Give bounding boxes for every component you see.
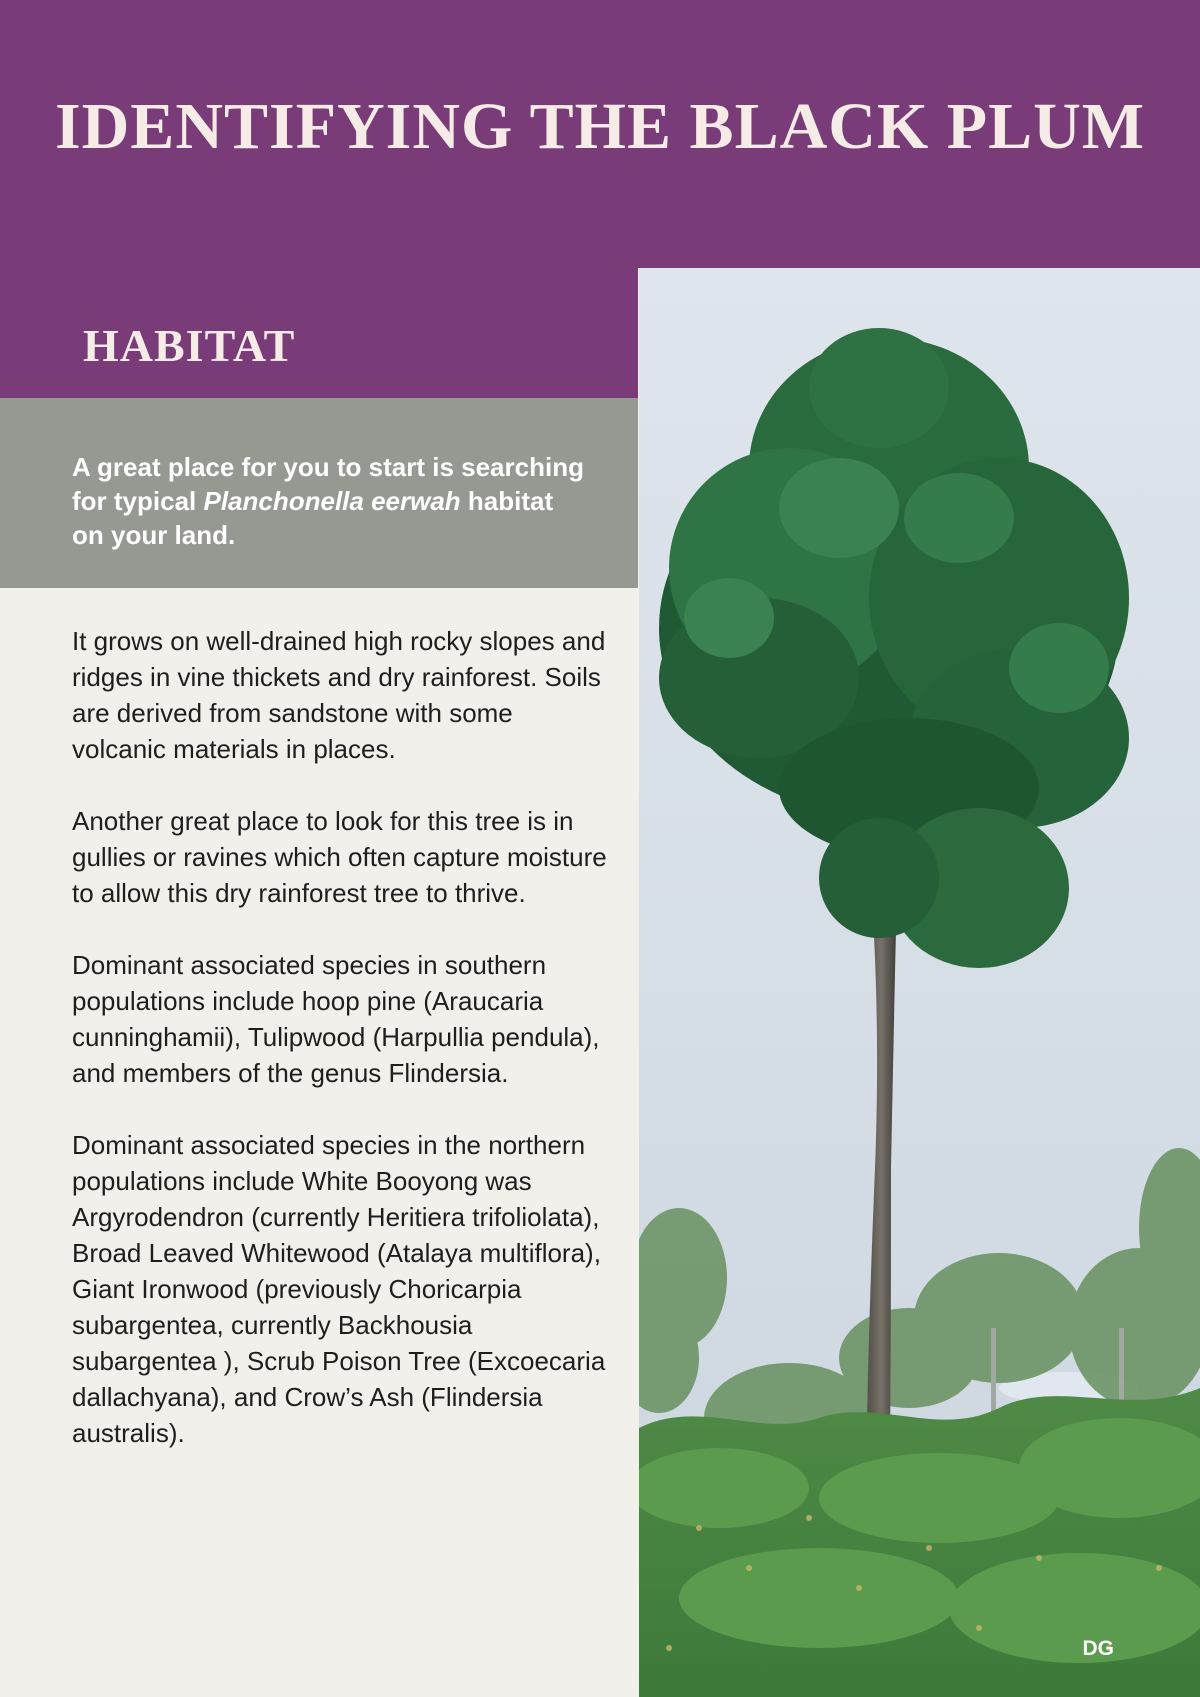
paragraph-southern-species: Dominant associated species in southern populations include hoop pine (Araucaria cunninghamii), Tulipwood (Harpullia pendula), and members of the genus Flindersia.: [72, 950, 600, 1088]
tree-photo: [639, 268, 1200, 1697]
section-heading: HABITAT: [83, 320, 296, 371]
species-name: Planchonella eerwah: [203, 486, 461, 516]
paragraph-soils: It grows on well-drained high rocky slopes and ridges in vine thickets and dry rainforest. Soils are derived from sandstone with some volcanic materials in places.: [72, 626, 606, 764]
habitat-heading-band: [0, 268, 638, 398]
page-title: IDENTIFYING THE BLACK PLUM: [54, 90, 1146, 163]
habitat-column: [0, 268, 638, 1697]
tree-illustration: [639, 268, 1200, 1697]
intro-tail: habitat on your land.: [72, 486, 554, 550]
paragraph-gullies: Another great place to look for this tree is in gullies or ravines which often capture moisture to allow this dry rainforest tree to thrive.: [72, 806, 607, 908]
intro-text: [72, 450, 592, 552]
title-banner: [0, 0, 1200, 268]
paragraph-northern-species: Dominant associated species in the northern populations include White Booyong was Argyrodendron (currently Heritiera trifoliolata), Broad Leaved Whitewood (Atalaya multiflora), Giant Ironwood (previously Choricarpia subargentea, currently Backhousia subargentea ), Scrub Poison Tree (Excoecaria dallachyana), and Crow’s Ash (Flindersia australis).: [72, 1130, 606, 1448]
body-text: [72, 623, 612, 1487]
photo-credit: DG: [1082, 1637, 1114, 1660]
intro-band: [0, 398, 638, 588]
intro-lead: A great place for you to start is searching for typical: [72, 452, 584, 516]
